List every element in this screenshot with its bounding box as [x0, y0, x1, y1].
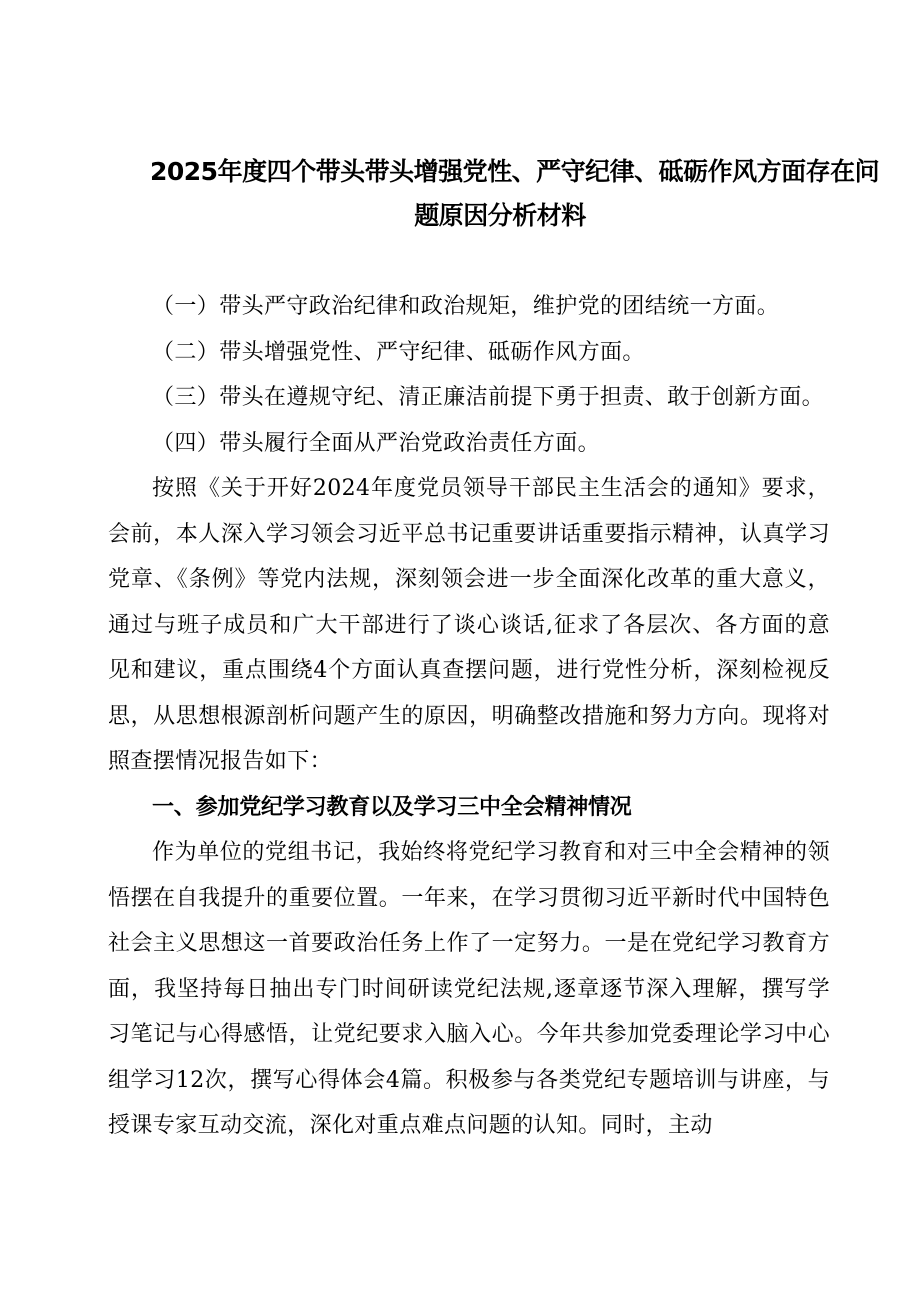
document-title [150, 150, 880, 238]
outline-item-3: （三）带头在遵规守纪、清正廉洁前提下勇于担责、敢于创新方面。 [152, 385, 825, 410]
outline-item-2: （二）带头增强党性、严守纪律、砥砺作风方面。 [152, 339, 645, 365]
outline-item-4: （四）带头履行全面从严治党政治责任方面。 [152, 430, 601, 456]
title-line-1: 2025年度四个带头带头增强党性、严守纪律、砥砺作风方面存在问 [150, 157, 880, 186]
outline-item-1: （一）带头严守政治纪律和政治规矩，维护党的团结统一方面。 [152, 294, 780, 319]
document-body [108, 284, 830, 1149]
section-heading-1: 一、参加党纪学习教育以及学习三中全会精神情况 [152, 794, 632, 820]
section-1-paragraph: 作为单位的党组书记，我始终将党纪学习教育和对三中全会精神的领悟摆在自我提升的重要位置。一年来，在学习贯彻习近平新时代中国特色社会主义思想这一首要政治任务上作了一定努力。一是在党纪学习教育方面，我坚持每日抽出专门时间研读党纪法规,逐章逐节深入理解，撰写学习笔记与心得感悟，让党纪要求入脑入心。今年共参加党委理论学习中心组学习12次，撰写心得体会4篇。积极参与各类党纪专题培训与讲座，与授课专家互动交流，深化对重点难点问题的认知。同时，主动 [108, 840, 830, 1138]
title-line-2: 题原因分析材料 [414, 201, 586, 230]
intro-paragraph: 按照《关于开好2024年度党员领导干部民主生活会的通知》要求，会前，本人深入学习领会习近平总书记重要讲话重要指示精神，认真学习党章、《条例》等党内法规，深刻领会进一步全面深化改革的重大意义，通过与班子成员和广大干部进行了谈心谈话,征求了各层次、各方面的意见和建议，重点围绕4个方面认真查摆问题，进行党性分析，深刻检视反思，从思想根源剖析问题产生的原因，明确整改措施和努力方向。现将对照查摆情况报告如下： [108, 476, 830, 774]
